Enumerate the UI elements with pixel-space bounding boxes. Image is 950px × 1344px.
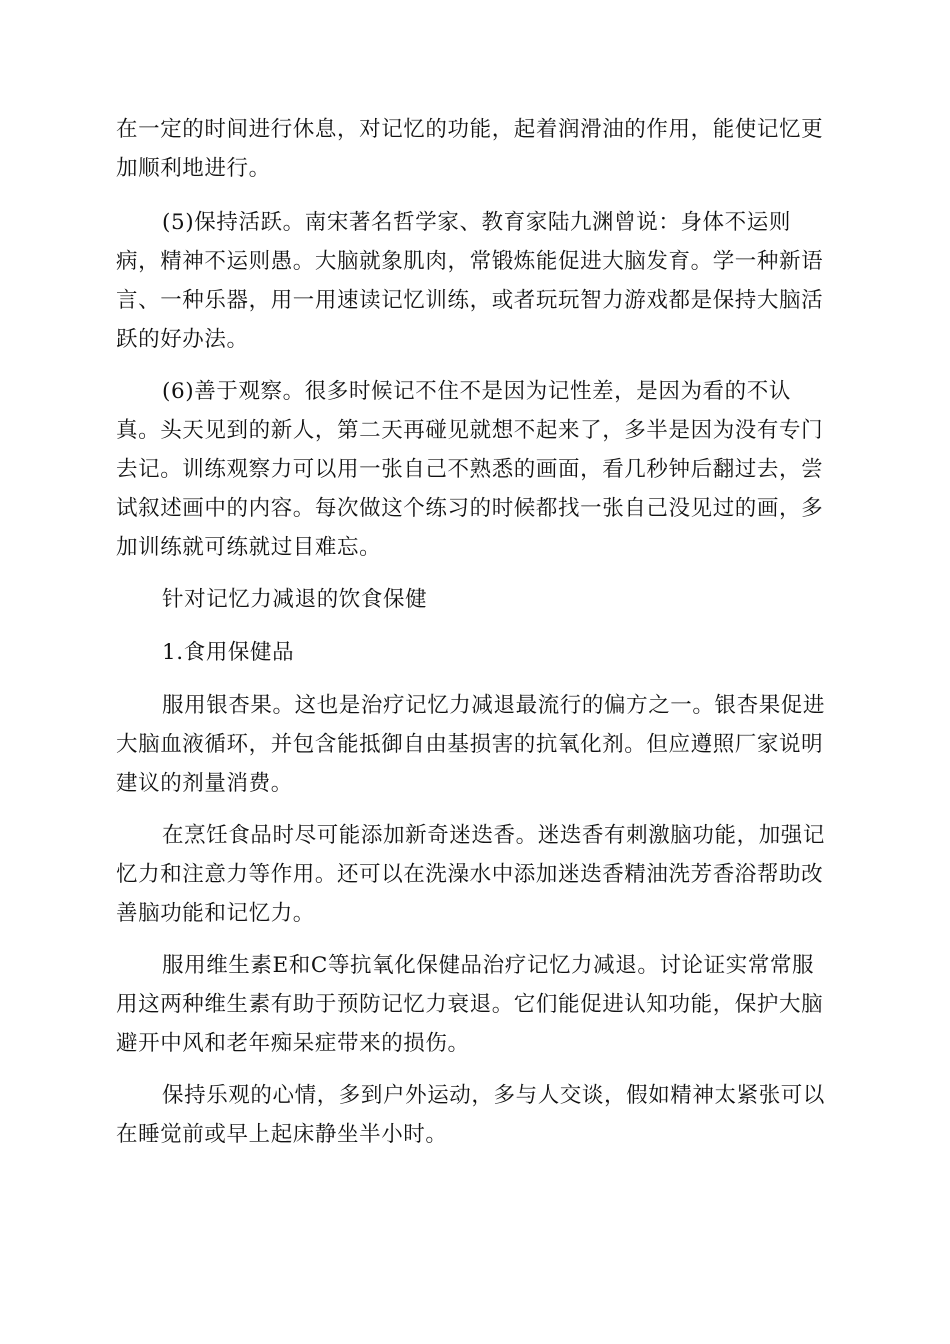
text-line: 在睡觉前或早上起床静坐半小时。 [116,1122,448,1147]
text-line: 病，精神不运则愚。大脑就象肌肉，常锻炼能促进大脑发育。学一种新语 [116,249,824,274]
text-line: 善脑功能和记忆力。 [116,901,315,926]
heading-text: 针对记忆力减退的饮食保健 [162,587,428,612]
text-line: 服用维生素E和C等抗氧化保健品治疗记忆力减退。讨论证实常常服 [162,953,815,978]
text-line: 大脑血液循环，并包含能抵御自由基损害的抗氧化剂。但应遵照厂家说明 [116,732,824,757]
text-line: 用这两种维生素有助于预防记忆力衰退。它们能促进认知功能，保护大脑 [116,992,824,1017]
paragraph-observe [116,372,836,567]
text-line: 跃的好办法。 [116,327,249,352]
text-line: 在烹饪食品时尽可能添加新奇迷迭香。迷迭香有刺激脑功能，加强记 [162,823,826,848]
text-line: 加顺利地进行。 [116,156,271,181]
text-line: 言、一种乐器，用一用速读记忆训练，或者玩玩智力游戏都是保持大脑活 [116,288,824,313]
paragraph-mood [116,1076,836,1154]
paragraph-ginkgo [116,686,836,803]
section-heading-diet [116,580,836,619]
text-line: 在一定的时间进行休息，对记忆的功能，起着润滑油的作用，能使记忆更 [116,117,824,142]
paragraph-rosemary [116,816,836,933]
text-line: 保持乐观的心情，多到户外运动，多与人交谈，假如精神太紧张可以 [162,1083,826,1108]
text-line: 试叙述画中的内容。每次做这个练习的时候都找一张自己没见过的画，多 [116,496,824,521]
text-line: 建议的剂量消费。 [116,771,293,796]
text-line: 加训练就可练就过目难忘。 [116,535,382,560]
text-line: (6)善于观察。很多时候记不住不是因为记性差，是因为看的不认 [162,379,791,404]
text-line: 去记。训练观察力可以用一张自己不熟悉的画面，看几秒钟后翻过去，尝 [116,457,824,482]
paragraph-rest-continued [116,110,836,188]
paragraph-vitamins [116,946,836,1063]
text-line: (5)保持活跃。南宋著名哲学家、教育家陆九渊曾说：身体不运则 [162,210,791,235]
text-line: 真。头天见到的新人，第二天再碰见就想不起来了，多半是因为没有专门 [116,418,824,443]
text-line: 服用银杏果。这也是治疗记忆力减退最流行的偏方之一。银杏果促进 [162,693,826,718]
paragraph-stay-active [116,203,836,359]
text-line: 忆力和注意力等作用。还可以在洗澡水中添加迷迭香精油洗芳香浴帮助改 [116,862,824,887]
subheading-supplements [116,633,836,672]
text-line: 避开中风和老年痴呆症带来的损伤。 [116,1031,470,1056]
heading-text: 1.食用保健品 [162,640,295,665]
